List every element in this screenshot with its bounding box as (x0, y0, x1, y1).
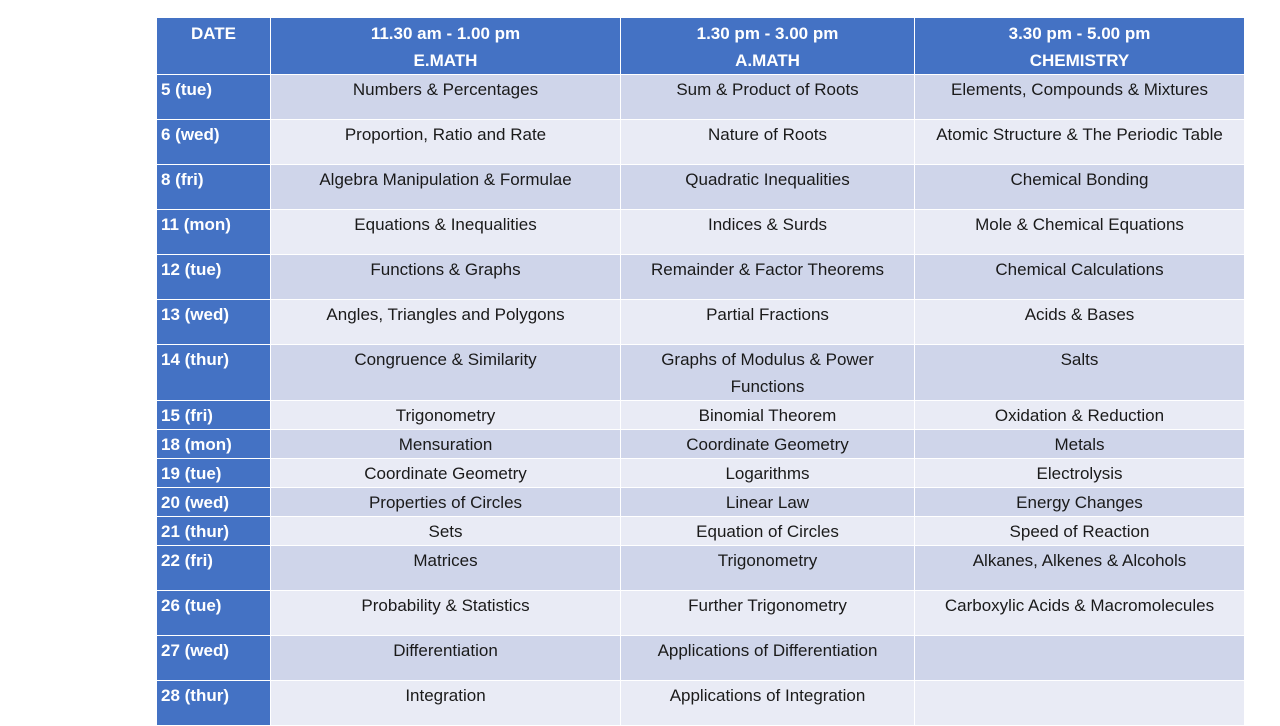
date-cell: 12 (tue) (157, 255, 271, 300)
emath-topic-cell: Proportion, Ratio and Rate (271, 120, 621, 165)
emath-topic-cell: Equations & Inequalities (271, 210, 621, 255)
schedule-body (157, 75, 1245, 726)
amath-topic-cell: Trigonometry (621, 546, 915, 591)
header-date-label: DATE (190, 24, 236, 43)
emath-topic-cell: Coordinate Geometry (271, 459, 621, 488)
emath-topic-cell: Sets (271, 517, 621, 546)
table-row (157, 636, 1245, 681)
date-cell: 15 (fri) (157, 401, 271, 430)
amath-topic-cell: Nature of Roots (621, 120, 915, 165)
date-cell: 26 (tue) (157, 591, 271, 636)
amath-topic-cell: Coordinate Geometry (621, 430, 915, 459)
header-slot-1-time: 11.30 am - 1.00 pm (370, 24, 521, 43)
header-slot-3-time: 3.30 pm - 5.00 pm (1008, 24, 1151, 43)
amath-topic-cell: Indices & Surds (621, 210, 915, 255)
amath-topic-cell: Sum & Product of Roots (621, 75, 915, 120)
date-cell: 11 (mon) (157, 210, 271, 255)
amath-topic-cell: Applications of Integration (621, 681, 915, 726)
chemistry-topic-cell: Speed of Reaction (915, 517, 1245, 546)
date-cell: 19 (tue) (157, 459, 271, 488)
date-cell: 20 (wed) (157, 488, 271, 517)
chemistry-topic-cell: Salts (915, 345, 1245, 401)
table-row (157, 210, 1245, 255)
header-slot-2-time: 1.30 pm - 3.00 pm (696, 24, 839, 43)
chemistry-topic-cell: Metals (915, 430, 1245, 459)
amath-topic-cell: Remainder & Factor Theorems (621, 255, 915, 300)
header-date (157, 18, 271, 75)
emath-topic-cell: Differentiation (271, 636, 621, 681)
date-cell: 8 (fri) (157, 165, 271, 210)
chemistry-topic-cell: Carboxylic Acids & Macromolecules (915, 591, 1245, 636)
table-row (157, 345, 1245, 401)
header-slot-1 (271, 18, 621, 75)
table-row (157, 546, 1245, 591)
amath-topic-cell: Applications of Differentiation (621, 636, 915, 681)
emath-topic-cell: Properties of Circles (271, 488, 621, 517)
table-row (157, 75, 1245, 120)
schedule-table (156, 17, 1245, 726)
chemistry-topic-cell: Alkanes, Alkenes & Alcohols (915, 546, 1245, 591)
chemistry-topic-cell: Acids & Bases (915, 300, 1245, 345)
amath-topic-cell: Further Trigonometry (621, 591, 915, 636)
emath-topic-cell: Functions & Graphs (271, 255, 621, 300)
table-row (157, 591, 1245, 636)
header-slot-3 (915, 18, 1245, 75)
header-slot-3-subject: CHEMISTRY (1029, 51, 1130, 70)
date-cell: 13 (wed) (157, 300, 271, 345)
table-row (157, 430, 1245, 459)
table-row (157, 459, 1245, 488)
chemistry-topic-cell: Chemical Bonding (915, 165, 1245, 210)
table-row (157, 120, 1245, 165)
date-cell: 18 (mon) (157, 430, 271, 459)
chemistry-topic-cell: Electrolysis (915, 459, 1245, 488)
date-cell: 27 (wed) (157, 636, 271, 681)
emath-topic-cell: Congruence & Similarity (271, 345, 621, 401)
chemistry-topic-cell (915, 636, 1245, 681)
table-row (157, 255, 1245, 300)
emath-topic-cell: Algebra Manipulation & Formulae (271, 165, 621, 210)
date-cell: 6 (wed) (157, 120, 271, 165)
header-slot-2 (621, 18, 915, 75)
date-cell: 28 (thur) (157, 681, 271, 726)
amath-topic-cell: Equation of Circles (621, 517, 915, 546)
header-row (157, 18, 1245, 75)
emath-topic-cell: Angles, Triangles and Polygons (271, 300, 621, 345)
amath-topic-cell: Partial Fractions (621, 300, 915, 345)
date-cell: 22 (fri) (157, 546, 271, 591)
date-cell: 14 (thur) (157, 345, 271, 401)
amath-topic-cell: Binomial Theorem (621, 401, 915, 430)
emath-topic-cell: Probability & Statistics (271, 591, 621, 636)
chemistry-topic-cell: Oxidation & Reduction (915, 401, 1245, 430)
chemistry-topic-cell: Chemical Calculations (915, 255, 1245, 300)
table-row (157, 681, 1245, 726)
chemistry-topic-cell: Atomic Structure & The Periodic Table (915, 120, 1245, 165)
chemistry-topic-cell: Elements, Compounds & Mixtures (915, 75, 1245, 120)
header-slot-1-subject: E.MATH (413, 51, 478, 70)
table-row (157, 165, 1245, 210)
date-cell: 5 (tue) (157, 75, 271, 120)
emath-topic-cell: Trigonometry (271, 401, 621, 430)
table-row (157, 401, 1245, 430)
date-cell: 21 (thur) (157, 517, 271, 546)
emath-topic-cell: Matrices (271, 546, 621, 591)
amath-topic-cell: Graphs of Modulus & Power Functions (621, 345, 915, 401)
chemistry-topic-cell: Mole & Chemical Equations (915, 210, 1245, 255)
amath-topic-cell: Linear Law (621, 488, 915, 517)
table-row (157, 488, 1245, 517)
table-row (157, 517, 1245, 546)
amath-topic-cell: Quadratic Inequalities (621, 165, 915, 210)
emath-topic-cell: Integration (271, 681, 621, 726)
chemistry-topic-cell (915, 681, 1245, 726)
header-slot-2-subject: A.MATH (735, 51, 800, 70)
table-row (157, 300, 1245, 345)
emath-topic-cell: Mensuration (271, 430, 621, 459)
amath-topic-cell: Logarithms (621, 459, 915, 488)
emath-topic-cell: Numbers & Percentages (271, 75, 621, 120)
chemistry-topic-cell: Energy Changes (915, 488, 1245, 517)
